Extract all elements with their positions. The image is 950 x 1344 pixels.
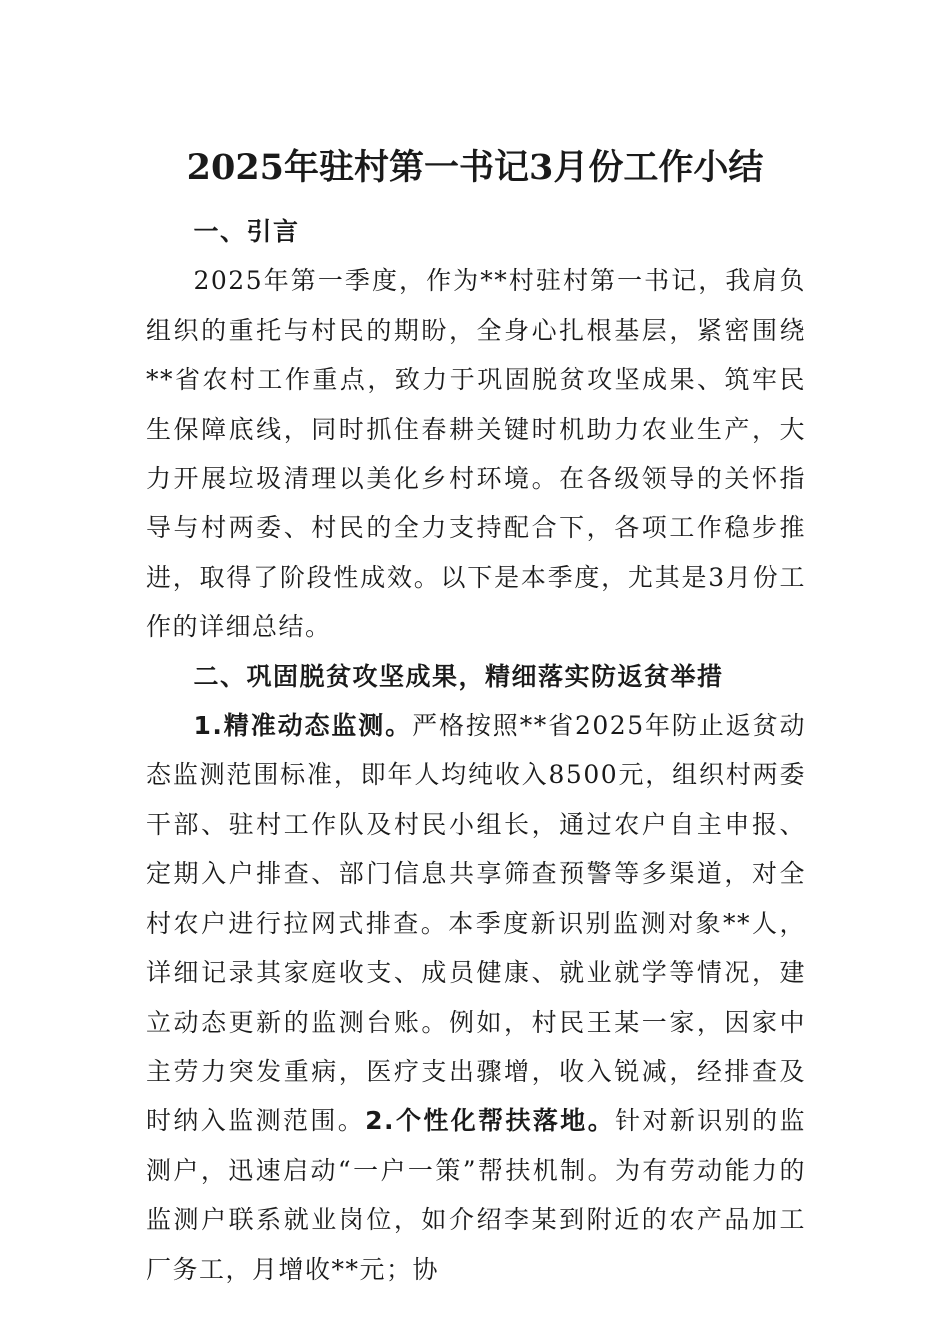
section-heading-introduction: 一、引言 (193, 217, 300, 246)
item1-heading: 1.精准动态监测。 (193, 711, 413, 741)
document-body (146, 207, 806, 1294)
intro-paragraph: 2025年第一季度，作为**村驻村第一书记，我肩负组织的重托与村民的期盼，全身心扎根基层，紧密围绕**省农村工作重点，致力于巩固脱贫攻坚成果、筑牢民生保障底线，同时抓住春耕关键时机助力农业生产，大力开展垃圾清理以美化乡村环境。在各级领导的关怀指导与村两委、村民的全力支持配合下，各项工作稳步推进，取得了阶段性成效。以下是本季度，尤其是3月份工作的详细总结。 (146, 266, 806, 642)
item2-text: 针对新识别的监测户，迅速启动“一户一策”帮扶机制。为有劳动能力的监测户联系就业岗位，如介绍李某到附近的农产品加工厂务工，月增收**元；协 (146, 1106, 806, 1284)
item1-text: 严格按照**省2025年防止返贫动态监测范围标准，即年人均纯收入8500元，组织村两委干部、驻村工作队及村民小组长，通过农户自主申报、定期入户排查、部门信息共享筛查预警等多渠道，对全村农户进行拉网式排查。本季度新识别监测对象**人，详细记录其家庭收支、成员健康、就业就学等情况，建立动态更新的监测台账。例如，村民王某一家，因家中主劳力突发重病，医疗支出骤增，收入锐减，经排查及时纳入监测范围。 (146, 711, 806, 1136)
section-heading-poverty-consolidation: 二、巩固脱贫攻坚成果，精细落实防返贫举措 (193, 661, 724, 691)
item2-heading: 2.个性化帮扶落地。 (365, 1106, 616, 1136)
document-title: 2025年驻村第一书记3月份工作小结 (186, 147, 764, 188)
item-paragraph (146, 701, 806, 1294)
